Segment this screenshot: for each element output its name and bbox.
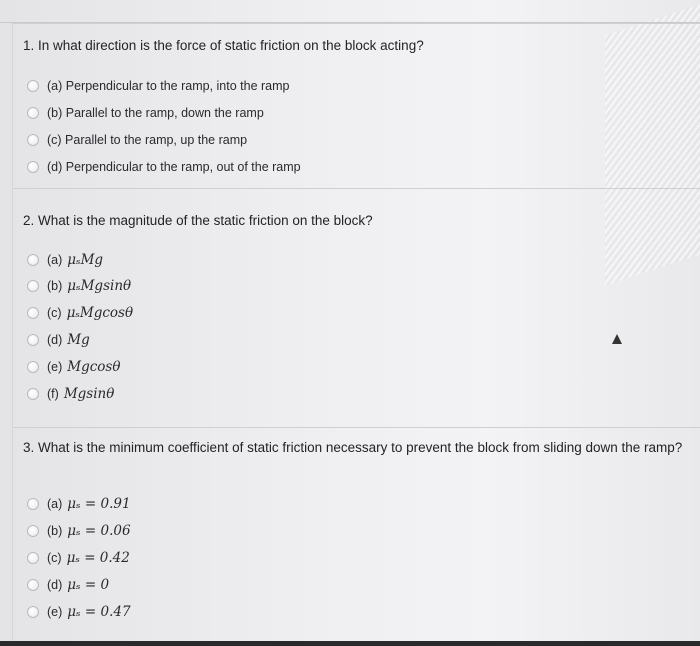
option-label: (a): [47, 253, 63, 267]
option-label: (e): [47, 360, 63, 374]
radio-button-icon[interactable]: [27, 525, 39, 537]
radio-button-icon[interactable]: [27, 579, 39, 591]
question-2-option-b[interactable]: [27, 276, 131, 296]
option-label: (e): [47, 605, 63, 619]
bottom-bezel: [0, 641, 700, 646]
option-formula: μₛMgsinθ: [67, 278, 132, 294]
option-formula: μₛ = 0.91: [67, 496, 131, 512]
option-formula: μₛMg: [67, 252, 104, 268]
question-2-option-d[interactable]: [27, 330, 90, 350]
option-formula: Mgsinθ: [63, 386, 115, 402]
question-2-option-a[interactable]: [27, 250, 103, 270]
question-1: [12, 23, 700, 187]
option-formula: μₛ = 0.06: [67, 523, 131, 539]
question-3-option-d[interactable]: [27, 575, 109, 595]
option-formula: μₛ = 0: [67, 577, 110, 593]
option-formula: μₛMgcosθ: [66, 305, 134, 321]
question-3-option-e[interactable]: [27, 602, 131, 622]
question-1-option-c[interactable]: [27, 130, 247, 150]
option-label: (c) Parallel to the ramp, up the ramp: [47, 133, 248, 147]
option-label: (b): [47, 524, 63, 538]
question-1-option-a[interactable]: [27, 76, 289, 96]
option-label: (c): [47, 551, 62, 565]
option-formula: Mg: [67, 332, 90, 348]
radio-button-icon[interactable]: [27, 161, 39, 173]
question-1-option-b[interactable]: [27, 103, 264, 123]
question-2-text: 2. What is the magnitude of the static friction on the block?: [23, 213, 373, 228]
radio-button-icon[interactable]: [27, 606, 39, 618]
option-formula: Mgcosθ: [67, 359, 121, 375]
radio-button-icon[interactable]: [27, 361, 39, 373]
radio-button-icon[interactable]: [27, 107, 39, 119]
radio-button-icon[interactable]: [27, 254, 39, 266]
question-2-option-e[interactable]: [27, 357, 121, 377]
question-3-option-b[interactable]: [27, 521, 131, 541]
option-label: (a): [47, 497, 63, 511]
question-3-option-c[interactable]: [27, 548, 130, 568]
option-label: (d): [47, 578, 63, 592]
option-formula: μₛ = 0.42: [66, 550, 130, 566]
radio-button-icon[interactable]: [27, 80, 39, 92]
mouse-cursor-icon: [612, 334, 622, 344]
radio-button-icon[interactable]: [27, 134, 39, 146]
question-3-text: 3. What is the minimum coefficient of static friction necessary to prevent the block from sliding down the ramp?: [23, 440, 683, 455]
question-3-option-a[interactable]: [27, 494, 131, 514]
option-label: (b) Parallel to the ramp, down the ramp: [47, 106, 264, 120]
radio-button-icon[interactable]: [27, 307, 39, 319]
question-2-option-c[interactable]: [27, 303, 133, 323]
option-label: (d): [47, 333, 63, 347]
radio-button-icon[interactable]: [27, 552, 39, 564]
radio-button-icon[interactable]: [27, 334, 39, 346]
question-1-text: 1. In what direction is the force of static friction on the block acting?: [23, 38, 424, 53]
option-label: (b): [47, 279, 63, 293]
option-label: (f): [47, 387, 59, 401]
option-label: (a) Perpendicular to the ramp, into the ramp: [47, 79, 290, 93]
question-2: [12, 188, 700, 426]
option-label: (c): [47, 306, 62, 320]
radio-button-icon[interactable]: [27, 388, 39, 400]
question-3: [12, 427, 700, 642]
option-formula: μₛ = 0.47: [67, 604, 131, 620]
radio-button-icon[interactable]: [27, 498, 39, 510]
question-2-option-f[interactable]: [27, 384, 114, 404]
radio-button-icon[interactable]: [27, 280, 39, 292]
option-label: (d) Perpendicular to the ramp, out of the ramp: [47, 160, 301, 174]
question-1-option-d[interactable]: [27, 157, 301, 177]
